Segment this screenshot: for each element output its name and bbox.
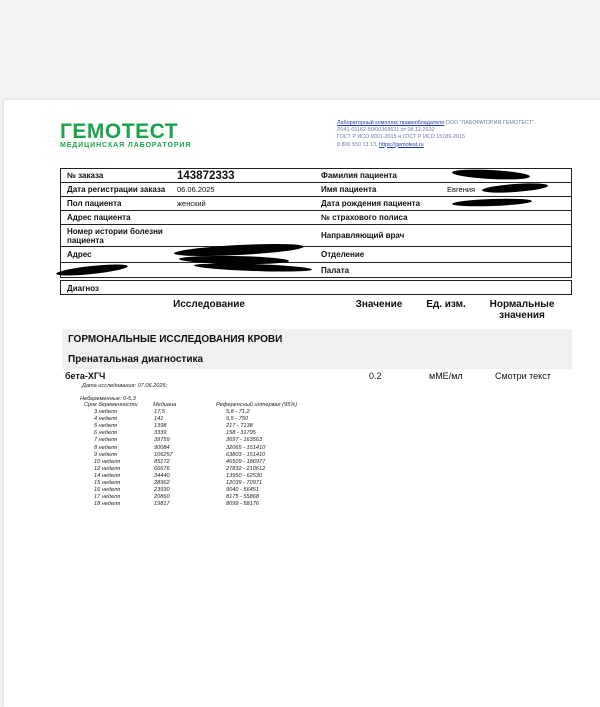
ref-term-cell: 17 неделя bbox=[94, 494, 121, 501]
ref-interval-cell: 3697 - 163563 bbox=[226, 437, 263, 444]
ref-interval-cell: 9,5 - 750 bbox=[226, 416, 249, 423]
ref-interval-cell: 8099 - 58176 bbox=[226, 501, 259, 508]
info-row bbox=[61, 211, 571, 225]
name-value: Евгения bbox=[447, 185, 476, 194]
test-unit: мМЕ/мл bbox=[429, 371, 463, 381]
col-unit-header: Ед. изм. bbox=[426, 299, 466, 310]
col-norm-header: Нормальные значения bbox=[489, 299, 555, 321]
license-info bbox=[337, 120, 577, 149]
ref-median-cell: 3339 bbox=[154, 430, 167, 437]
order-no-label: № заказа bbox=[67, 171, 104, 180]
ref-term-cell: 4 неделя bbox=[94, 416, 117, 423]
ref-interval-cell: 32065 - 151410 bbox=[226, 444, 266, 451]
ref-term-cell: 9 неделя bbox=[94, 451, 117, 458]
table-row bbox=[84, 452, 326, 459]
ref-median-cell: 85172 bbox=[154, 458, 170, 465]
ref-term-cell: 15 неделя bbox=[94, 480, 121, 487]
diagnosis-row bbox=[60, 280, 572, 295]
logo-sub-text: МЕДИЦИНСКАЯ ЛАБОРАТОРИЯ bbox=[60, 142, 192, 149]
nonpregnant-note: Небеременные: 0-5,3 bbox=[80, 396, 136, 402]
ref-median-cell: 66676 bbox=[154, 465, 170, 472]
ref-median-cell: 106257 bbox=[154, 451, 173, 458]
ref-median-cell: 141 bbox=[154, 416, 164, 423]
reference-table bbox=[84, 402, 326, 508]
ref-term-cell: 8 неделя bbox=[94, 444, 117, 451]
ref-term-cell: 12 неделя bbox=[94, 465, 121, 472]
ref-header-interval: Референсный интервал (95%) bbox=[216, 402, 298, 408]
reg-date-label: Дата регистрации заказа bbox=[67, 185, 166, 194]
reference-table-header bbox=[84, 402, 326, 409]
test-row bbox=[62, 370, 572, 384]
insurance-label: № страхового полиса bbox=[321, 213, 408, 222]
table-row bbox=[84, 409, 326, 416]
ref-median-cell: 90084 bbox=[154, 444, 170, 451]
test-norm: Смотри текст bbox=[495, 371, 551, 381]
license-owner: ООО "ЛАБОРАТОРИЯ ГЕМОТЕСТ". bbox=[444, 120, 536, 126]
table-row bbox=[84, 501, 326, 508]
ref-header-term: Срок беременности bbox=[84, 402, 138, 408]
table-row bbox=[84, 480, 326, 487]
ref-median-cell: 1398 bbox=[154, 423, 167, 430]
table-row bbox=[84, 445, 326, 452]
col-value-header: Значение bbox=[355, 299, 403, 310]
ref-term-cell: 10 неделя bbox=[94, 458, 121, 465]
ref-interval-cell: 27832 - 210612 bbox=[226, 465, 266, 472]
ref-interval-cell: 63803 - 151410 bbox=[226, 451, 266, 458]
info-row bbox=[61, 247, 571, 263]
ref-term-cell: 6 неделя bbox=[94, 430, 117, 437]
ref-interval-cell: 9040 - 56451 bbox=[226, 487, 259, 494]
ref-median-cell: 17,5 bbox=[154, 409, 165, 416]
website-link[interactable]: https://gemotest.ru bbox=[378, 141, 424, 148]
ref-interval-cell: 158 - 31795 bbox=[226, 430, 256, 437]
info-row bbox=[61, 263, 571, 277]
ref-interval-cell: 5,8 - 71,2 bbox=[226, 409, 250, 416]
section-title: ГОРМОНАЛЬНЫЕ ИССЛЕДОВАНИЯ КРОВИ bbox=[68, 334, 283, 345]
license-number: Л041-01162-50/00369631 от 08.12.2020 bbox=[337, 127, 435, 134]
ref-interval-cell: 217 - 7138 bbox=[226, 423, 253, 430]
ref-interval-cell: 8175 - 55868 bbox=[226, 494, 259, 501]
reg-date-value: 06.06.2025 bbox=[177, 185, 215, 194]
ref-term-cell: 3 неделя bbox=[94, 409, 117, 416]
document-page bbox=[4, 100, 600, 707]
section-header bbox=[62, 329, 572, 349]
license-phone: 8 800 550 13 13, bbox=[337, 141, 379, 148]
license-gost: ГОСТ Р ИСО 9001-2015 и ГОСТ Р ИСО 15189-2015 bbox=[337, 134, 466, 141]
table-row bbox=[84, 473, 326, 480]
logo-main-text: ГЕМОТЕСТ bbox=[60, 120, 179, 143]
ref-interval-cell: 13950 - 62530 bbox=[226, 472, 263, 479]
ref-median-cell: 23930 bbox=[154, 487, 170, 494]
ref-term-cell: 16 неделя bbox=[94, 487, 121, 494]
ref-median-cell: 28962 bbox=[154, 480, 170, 487]
study-date-note: Дата исследования: 07.06.2025; bbox=[82, 383, 168, 389]
test-name: бета-ХГЧ bbox=[65, 371, 106, 381]
ref-term-cell: 18 неделя bbox=[94, 501, 121, 508]
table-row bbox=[84, 437, 326, 444]
table-row bbox=[84, 430, 326, 437]
table-row bbox=[84, 494, 326, 501]
surname-label: Фамилия пациента bbox=[321, 171, 397, 180]
ref-interval-cell: 12039 - 70971 bbox=[226, 480, 263, 487]
patient-info-table bbox=[60, 168, 572, 278]
ref-median-cell: 20860 bbox=[154, 494, 170, 501]
ref-term-cell: 5 неделя bbox=[94, 423, 117, 430]
ref-median-cell: 34440 bbox=[154, 472, 170, 479]
ref-term-cell: 14 неделя bbox=[94, 472, 121, 479]
birth-date-label: Дата рождения пациента bbox=[321, 199, 421, 208]
ref-interval-cell: 46509 - 186977 bbox=[226, 458, 266, 465]
department-label: Отделение bbox=[321, 250, 365, 259]
ref-median-cell: 39759 bbox=[154, 437, 170, 444]
address-label: Адрес bbox=[67, 250, 92, 259]
doctor-label: Направляющий врач bbox=[321, 231, 405, 240]
gemotest-logo bbox=[60, 122, 191, 149]
test-value: 0.2 bbox=[369, 371, 382, 381]
sex-value: женский bbox=[177, 199, 206, 208]
table-row bbox=[84, 416, 326, 423]
order-no-value: 143872333 bbox=[177, 169, 235, 182]
history-label: Номер истории болезни пациента bbox=[67, 226, 163, 245]
col-study-header: Исследование bbox=[173, 299, 245, 310]
sex-label: Пол пациента bbox=[67, 199, 122, 208]
license-link[interactable]: Лабораторный комплекс правообладателя bbox=[337, 120, 445, 126]
table-row bbox=[84, 466, 326, 473]
subsection-title: Пренатальная диагностика bbox=[68, 354, 204, 365]
ref-median-cell: 19817 bbox=[154, 501, 170, 508]
info-row bbox=[61, 225, 571, 247]
diagnosis-label: Диагноз bbox=[67, 284, 99, 293]
table-row bbox=[84, 423, 326, 430]
name-label: Имя пациента bbox=[321, 185, 377, 194]
patient-address-label: Адрес пациента bbox=[67, 213, 131, 222]
subsection-header bbox=[62, 349, 572, 369]
ward-label: Палата bbox=[321, 265, 350, 275]
table-row bbox=[84, 459, 326, 466]
ref-term-cell: 7 неделя bbox=[94, 437, 117, 444]
ref-header-median: Медиана bbox=[153, 402, 177, 408]
table-row bbox=[84, 487, 326, 494]
